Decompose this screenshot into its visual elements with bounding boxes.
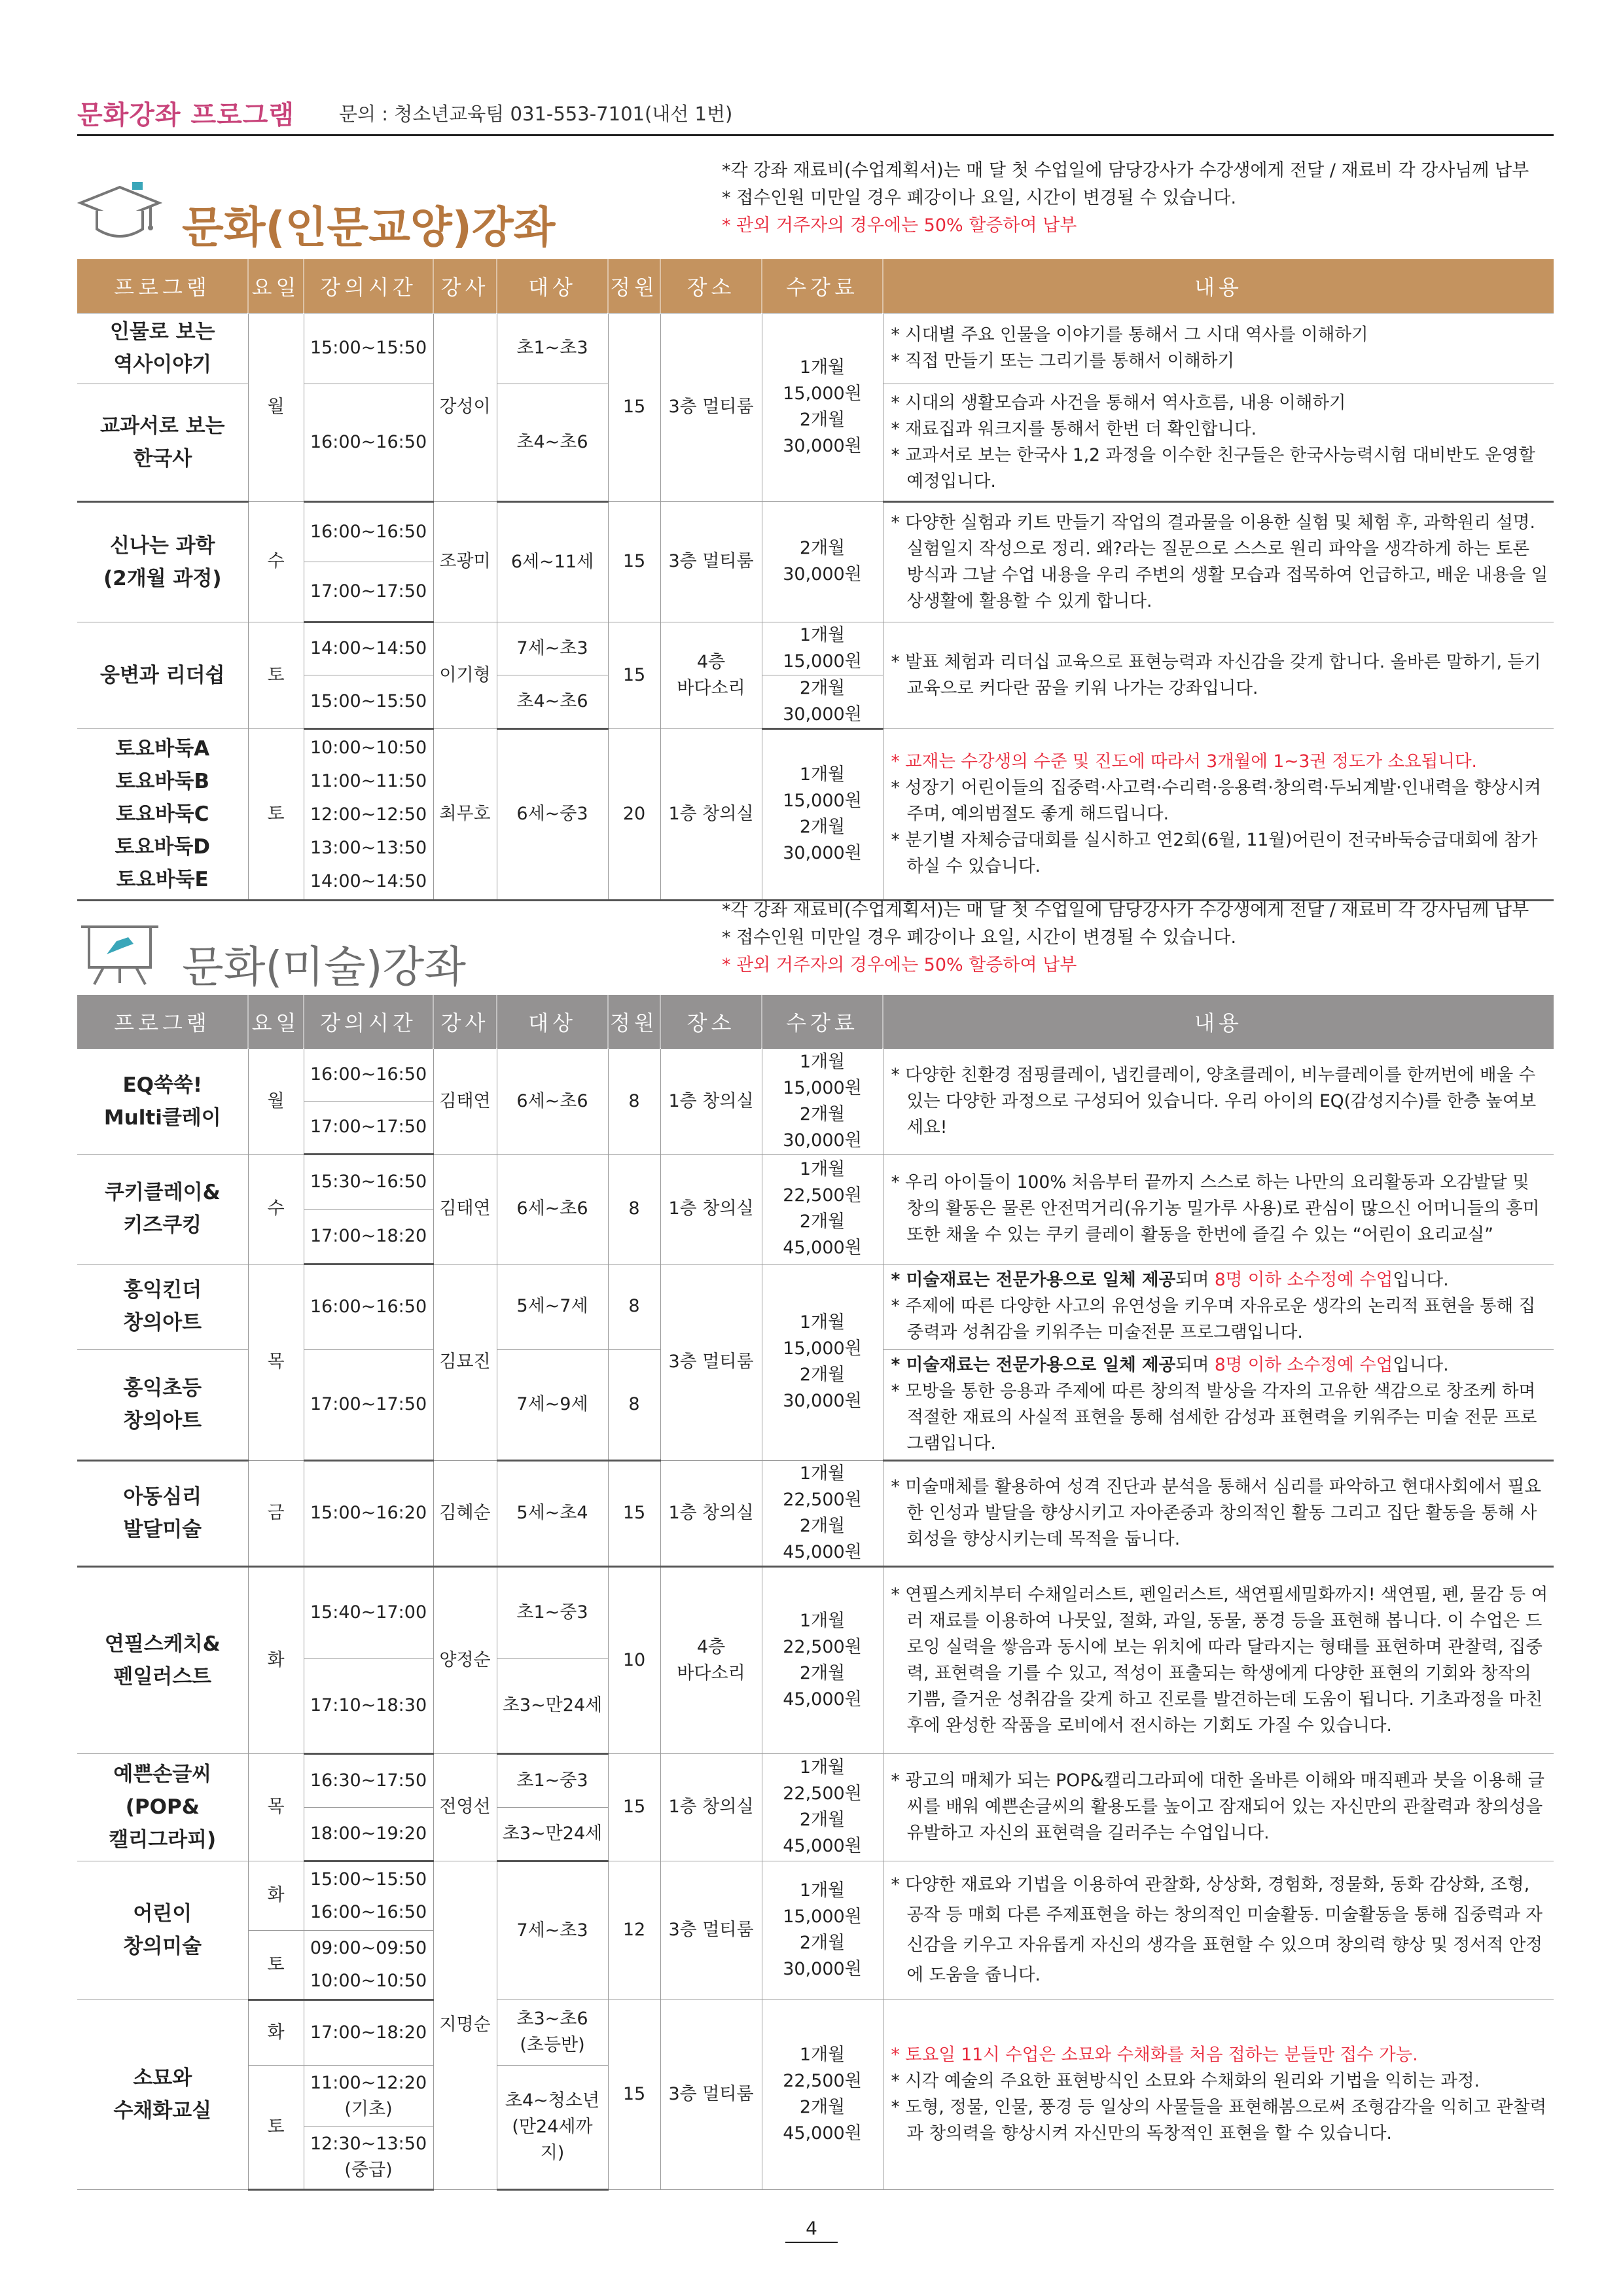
section-title-block (77, 156, 732, 260)
teacher: 지명순 (433, 1861, 497, 2189)
program-name: 예쁜손글씨 (POP& 캘리그라피) (77, 1753, 248, 1861)
target: 6세~중3 (497, 728, 608, 900)
program-name: 신나는 과학 (2개월 과정) (77, 501, 248, 622)
table-row (77, 1049, 1554, 1102)
day: 토 (248, 2065, 304, 2189)
fee: 1개월 22,500원 2개월 45,000원 (762, 2000, 883, 2189)
desc-text: 입니다. (1393, 1354, 1449, 1375)
time: 09:00~09:50 10:00~10:50 (304, 1930, 433, 2000)
fee: 1개월 15,000원 2개월 30,000원 (762, 1861, 883, 2000)
desc-line: * 발표 체험과 리더십 교육으로 표현능력과 자신감을 갖게 합니다. 올바른 말하기, 듣기 교육으로 커다란 꿈을 키워 나가는 강좌입니다. (891, 651, 1541, 698)
description (883, 1049, 1554, 1154)
col-header: 요일 (248, 259, 304, 313)
program-name: 쿠키클레이& 키즈쿠킹 (77, 1154, 248, 1264)
desc-text: 되며 (1175, 1270, 1215, 1290)
time: 17:00~17:50 (304, 1102, 433, 1155)
time: 16:00~16:50 (304, 1264, 433, 1349)
target: 초4~청소년 (만24세까지) (497, 2065, 608, 2189)
fee: 1개월 22,500원 2개월 45,000원 (762, 1753, 883, 1861)
teacher: 이기형 (433, 622, 497, 728)
place: 3층 멀티룸 (660, 1861, 762, 2000)
time: 16:30~17:50 (304, 1753, 433, 1807)
target: 6세~11세 (497, 501, 608, 622)
target: 초3~초6 (초등반) (497, 2000, 608, 2065)
fee: 1개월 15,000원 2개월 30,000원 (762, 728, 883, 900)
capacity: 8 (608, 1049, 660, 1154)
desc-line: * 모방을 통한 응용과 주제에 따른 창의적 발상을 각자의 고유한 색감으로 창조케 하며 적절한 재료의 사실적 표현을 통해 섬세한 감성과 표현력을 키워주는 미술 전문 프로그램입니다. (891, 1380, 1537, 1454)
desc-line: * 도형, 정물, 인물, 풍경 등 일상의 사물들을 표현해봄으로써 조형감각을 익히고 관찰력과 창의력을 향상시켜 자신만의 독창적인 표현을 할 수 있습니다. (891, 2097, 1547, 2144)
section-humanities (77, 156, 1554, 889)
easel-icon (77, 915, 162, 987)
fee: 1개월 22,500원 2개월 45,000원 (762, 1460, 883, 1566)
time: 15:40~17:00 (304, 1566, 433, 1658)
table-row (77, 622, 1554, 675)
desc-line: * 재료집과 워크지를 통해서 한번 더 확인합니다. (891, 418, 1257, 439)
desc-line-highlight: * 교재는 수강생의 수준 및 진도에 따라서 3개월에 1~3권 정도가 소요됩니다. (891, 751, 1477, 772)
time: 17:00~17:50 (304, 562, 433, 622)
table-row (77, 1753, 1554, 1807)
program-name: 토요바둑A 토요바둑B 토요바둑C 토요바둑D 토요바둑E (77, 728, 248, 900)
time: 15:00~15:50 (304, 675, 433, 728)
target: 초4~초6 (497, 384, 608, 501)
col-header: 프로그램 (77, 259, 248, 313)
program-name: 웅변과 리더쉽 (77, 622, 248, 728)
table-row (77, 1566, 1554, 1658)
target: 초1~초3 (497, 313, 608, 384)
notes (722, 897, 1529, 979)
time: 17:00~18:20 (304, 2000, 433, 2065)
desc-highlight: 8명 이하 소수정예 수업 (1214, 1354, 1393, 1375)
program-name: 홍익킨더 창의아트 (77, 1264, 248, 1349)
capacity: 20 (608, 728, 660, 900)
program-name: 소묘와 수채화교실 (77, 2000, 248, 2189)
desc-bold: * 미술재료는 전문가용으로 일체 제공 (891, 1354, 1176, 1375)
note-line: * 접수인원 미만일 경우 폐강이나 요일, 시간이 변경될 수 있습니다. (722, 927, 1237, 948)
teacher: 김태연 (433, 1154, 497, 1264)
col-header: 요일 (248, 995, 304, 1049)
description (883, 1566, 1554, 1753)
table-row (77, 2000, 1554, 2065)
time: 14:00~14:50 (304, 622, 433, 675)
page-number: 4 (785, 2217, 838, 2243)
description (883, 728, 1554, 900)
time: 15:00~16:20 (304, 1460, 433, 1566)
capacity: 8 (608, 1264, 660, 1349)
capacity: 15 (608, 622, 660, 728)
time: 15:00~15:50 (304, 313, 433, 384)
description (883, 1861, 1554, 2000)
fee: 1개월 22,500원 2개월 45,000원 (762, 1566, 883, 1753)
time: 18:00~19:20 (304, 1807, 433, 1861)
teacher: 양정순 (433, 1566, 497, 1753)
place: 1층 창의실 (660, 1460, 762, 1566)
description (883, 2000, 1554, 2189)
place: 1층 창의실 (660, 1154, 762, 1264)
description (883, 313, 1554, 384)
time: 16:00~16:50 (304, 501, 433, 562)
time-pair (304, 2065, 433, 2189)
desc-line: * 연필스케치부터 수채일러스트, 펜일러스트, 색연필세밀화까지! 색연필, 펜, 물감 등 여러 재료를 이용하여 나뭇잎, 절화, 과일, 동물, 풍경 등을 표현해 봅니다. 이 수업은 드로잉 실력을 쌓음과 동시에 보는 위치에 따라 달라지는 형태를 표현하며 관찰력, 집중력, 표현력을 기를 수 있고, 적성이 표출되는 학생에게 다양한 표현의 기회와 창작의 기쁨, 즐거운 성취감을 갖게 하고 진로를 발견하는데 도움이 됩니다. 기초과정을 마친 후에 완성한 작품을 로비에서 전시하는 기회도 가질 수 있습니다. (891, 1584, 1548, 1736)
teacher: 강성이 (433, 313, 497, 501)
desc-text: 되며 (1175, 1354, 1215, 1375)
place: 3층 멀티룸 (660, 313, 762, 501)
note-line: * 접수인원 미만일 경우 폐강이나 요일, 시간이 변경될 수 있습니다. (722, 188, 1237, 208)
teacher: 김묘진 (433, 1264, 497, 1460)
desc-line (891, 1267, 1549, 1293)
col-header: 수강료 (762, 995, 883, 1049)
description (883, 501, 1554, 622)
col-header: 대상 (497, 259, 608, 313)
col-header: 프로그램 (77, 995, 248, 1049)
day: 토 (248, 622, 304, 728)
program-table (77, 259, 1554, 901)
time: 16:00~16:50 (304, 1049, 433, 1102)
col-header: 강의시간 (304, 995, 433, 1049)
desc-line-highlight: * 토요일 11시 수업은 소묘와 수채화를 처음 접하는 분들만 접수 가능. (891, 2045, 1418, 2065)
place: 1층 창의실 (660, 1049, 762, 1154)
target: 초1~중3 (497, 1753, 608, 1807)
desc-line: * 다양한 친환경 점핑클레이, 냅킨클레이, 양초클레이, 비누클레이를 한꺼번에 배울 수 있는 다양한 과정으로 구성되어 있습니다. 우리 아이의 EQ(감성지수)를 한층 높여보세요! (891, 1064, 1537, 1138)
note-line-red: * 관외 거주자의 경우에는 50% 할증하여 납부 (722, 215, 1077, 236)
target: 7세~초3 (497, 622, 608, 675)
col-header: 강사 (433, 995, 497, 1049)
col-header: 내용 (883, 995, 1554, 1049)
fee: 1개월 22,500원 2개월 45,000원 (762, 1154, 883, 1264)
desc-line: * 광고의 매체가 되는 POP&캘리그라피에 대한 올바른 이해와 매직펜과 붓을 이용해 글씨를 배워 예쁜손글씨의 활용도를 높이고 잠재되어 있는 자신만의 관찰력과 창의성을 유발하고 자신의 표현력을 길러주는 수업입니다. (891, 1770, 1545, 1843)
fee: 2개월 30,000원 (762, 501, 883, 622)
place: 4층 바다소리 (660, 622, 762, 728)
fee: 1개월 15,000원 2개월 30,000원 (762, 1049, 883, 1154)
col-header: 수강료 (762, 259, 883, 313)
page-header (77, 92, 1554, 136)
program-name: 어린이 창의미술 (77, 1861, 248, 2000)
target: 7세~초3 (497, 1861, 608, 2000)
section-title: 문화(인문교양)강좌 (182, 202, 556, 253)
target: 초4~초6 (497, 675, 608, 728)
table-header (77, 259, 1554, 313)
time: 12:30~13:50 (중급) (310, 2134, 427, 2180)
section-title: 문화(미술)강좌 (182, 942, 467, 992)
notes (722, 157, 1529, 240)
desc-line: * 분기별 자체승급대회를 실시하고 연2회(6월, 11월)어린이 전국바둑승급대회에 참가하실 수 있습니다. (891, 829, 1538, 876)
day: 수 (248, 501, 304, 622)
program-name: 연필스케치& 펜일러스트 (77, 1566, 248, 1753)
place: 1층 창의실 (660, 728, 762, 900)
capacity: 8 (608, 1154, 660, 1264)
capacity: 15 (608, 2000, 660, 2189)
program-table (77, 995, 1554, 2191)
col-header: 내용 (883, 259, 1554, 313)
day: 화 (248, 1566, 304, 1753)
day: 토 (248, 1930, 304, 2000)
fee: 1개월 15,000원 2개월 30,000원 (762, 313, 883, 501)
day: 금 (248, 1460, 304, 1566)
description (883, 622, 1554, 728)
place: 3층 멀티룸 (660, 1264, 762, 1460)
time: 17:10~18:30 (304, 1658, 433, 1753)
time: 10:00~10:50 11:00~11:50 12:00~12:50 13:00~13:50 14:00~14:50 (304, 728, 433, 900)
program-name: 교과서로 보는 한국사 (77, 384, 248, 501)
day: 화 (248, 2000, 304, 2065)
table-row (77, 1861, 1554, 1930)
capacity: 12 (608, 1861, 660, 2000)
table-row (77, 1460, 1554, 1566)
target: 5세~7세 (497, 1264, 608, 1349)
description (883, 384, 1554, 501)
desc-line: * 직접 만들기 또는 그리기를 통해서 이해하기 (891, 351, 1235, 371)
desc-line: * 시각 예술의 주요한 표현방식인 소묘와 수채화의 원리와 기법을 익히는 과정. (891, 2071, 1480, 2091)
teacher: 김태연 (433, 1049, 497, 1154)
desc-line: * 주제에 따른 다양한 사고의 유연성을 키우며 자유로운 생각의 논리적 표현을 통해 집중력과 성취감을 키워주는 미술전문 프로그램입니다. (891, 1296, 1536, 1342)
fee: 2개월 30,000원 (762, 675, 883, 728)
col-header: 강사 (433, 259, 497, 313)
col-header: 정원 (608, 259, 660, 313)
target: 초1~중3 (497, 1566, 608, 1658)
col-header: 장소 (660, 259, 762, 313)
place: 4층 바다소리 (660, 1566, 762, 1753)
target: 초3~만24세 (497, 1658, 608, 1753)
teacher: 김혜순 (433, 1460, 497, 1566)
day: 화 (248, 1861, 304, 1930)
note-line: *각 강좌 재료비(수업계획서)는 매 달 첫 수업일에 담당강사가 수강생에게 전달 / 재료비 각 강사님께 납부 (722, 160, 1529, 181)
time: 11:00~12:20 (기초) (304, 2066, 433, 2127)
desc-line: * 성장기 어린이들의 집중력·사고력·수리력·응용력·창의력·두뇌계발·인내력을 향상시켜주며, 예의범절도 좋게 해드립니다. (891, 777, 1541, 824)
description (883, 1154, 1554, 1264)
desc-line: * 시대의 생활모습과 사건을 통해서 역사흐름, 내용 이해하기 (891, 392, 1346, 413)
table-row (77, 1264, 1554, 1349)
capacity: 15 (608, 501, 660, 622)
time: 17:00~18:20 (304, 1209, 433, 1264)
target: 6세~초6 (497, 1049, 608, 1154)
section-art (77, 895, 1554, 2204)
description (883, 1264, 1554, 1349)
program-name: 홍익초등 창의아트 (77, 1349, 248, 1460)
table-header (77, 995, 1554, 1049)
day: 월 (248, 1049, 304, 1154)
description (883, 1753, 1554, 1861)
capacity: 15 (608, 1753, 660, 1861)
target: 6세~초6 (497, 1154, 608, 1264)
place: 1층 창의실 (660, 1753, 762, 1861)
time: 17:00~17:50 (304, 1349, 433, 1460)
desc-line: * 다양한 실험과 키트 만들기 작업의 결과물을 이용한 실험 및 체험 후, 과학원리 설명. 실험일지 작성으로 정리. 왜?라는 질문으로 스스로 원리 파악을 생각하게 하는 토론 방식과 그날 수업 내용을 우리 주변의 생활 모습과 접목하여 언급하고, 배운 내용을 일상생활에 활용할 수 있게 합니다. (891, 512, 1548, 611)
day: 토 (248, 728, 304, 900)
teacher: 전영선 (433, 1753, 497, 1861)
desc-line: * 다양한 재료와 기법을 이용하여 관찰화, 상상화, 경험화, 정물화, 동화 감상화, 조형, 공작 등 매회 다른 주제표현을 하는 창의적인 미술활동. 미술활동을 통해 집중력과 자신감을 키우고 자유롭게 자신의 생각을 표현할 수 있으며 창의력 향상 및 정서적 안정에 도움을 줍니다. (891, 1874, 1543, 1985)
graduation-cap-icon (77, 175, 162, 247)
teacher: 최무호 (433, 728, 497, 900)
desc-text: 입니다. (1393, 1270, 1449, 1290)
capacity: 15 (608, 1460, 660, 1566)
table-row (77, 728, 1554, 900)
day: 목 (248, 1753, 304, 1861)
capacity: 10 (608, 1566, 660, 1753)
target: 초3~만24세 (497, 1807, 608, 1861)
table-row (77, 501, 1554, 562)
section-title-block (77, 895, 732, 1000)
day: 월 (248, 313, 304, 501)
program-name: 아동심리 발달미술 (77, 1460, 248, 1566)
desc-bold: * 미술재료는 전문가용으로 일체 제공 (891, 1270, 1176, 1290)
target: 5세~초4 (497, 1460, 608, 1566)
place: 3층 멀티룸 (660, 2000, 762, 2189)
description (883, 1460, 1554, 1566)
desc-line: * 우리 아이들이 100% 처음부터 끝까지 스스로 하는 나만의 요리활동과 오감발달 및 창의 활동은 물론 안전먹거리(유기농 밀가루 사용)로 관심이 많으신 어머니들의 흥미 또한 채울 수 있는 쿠키 클레이 활동을 한번에 즐길 수 있는 “어린이 요리교실” (891, 1172, 1540, 1245)
col-header: 장소 (660, 995, 762, 1049)
col-header: 대상 (497, 995, 608, 1049)
capacity: 15 (608, 313, 660, 501)
program-name: EQ쑥쑥! Multi클레이 (77, 1049, 248, 1154)
desc-line: * 미술매체를 활용하여 성격 진단과 분석을 통해서 심리를 파악하고 현대사회에서 필요한 인성과 발달을 향상시키고 자아존중과 창의적인 활동 그리고 집단 활동을 통해 사회성을 향상시키는데 목적을 둡니다. (891, 1477, 1541, 1549)
day: 수 (248, 1154, 304, 1264)
desc-line (891, 1352, 1549, 1378)
note-line: *각 강좌 재료비(수업계획서)는 매 달 첫 수업일에 담당강사가 수강생에게 전달 / 재료비 각 강사님께 납부 (722, 900, 1529, 920)
time: 16:00~16:50 (304, 384, 433, 501)
place: 3층 멀티룸 (660, 501, 762, 622)
table-row (77, 1154, 1554, 1209)
contact-info: 문의 : 청소년교육팀 031-553-7101(내선 1번) (339, 103, 733, 125)
fee: 1개월 15,000원 (762, 622, 883, 675)
table-row (77, 313, 1554, 384)
desc-line: * 시대별 주요 인물을 이야기를 통해서 그 시대 역사를 이해하기 (891, 325, 1368, 345)
capacity: 8 (608, 1349, 660, 1460)
col-header: 강의시간 (304, 259, 433, 313)
fee: 1개월 15,000원 2개월 30,000원 (762, 1264, 883, 1460)
desc-line: * 교과서로 보는 한국사 1,2 과정을 이수한 친구들은 한국사능력시험 대비반도 운영할 예정입니다. (891, 444, 1535, 492)
teacher: 조광미 (433, 501, 497, 622)
page-title: 문화강좌 프로그램 (77, 100, 295, 130)
time: 15:00~15:50 16:00~16:50 (304, 1861, 433, 1930)
target: 7세~9세 (497, 1349, 608, 1460)
col-header: 정원 (608, 995, 660, 1049)
note-line-red: * 관외 거주자의 경우에는 50% 할증하여 납부 (722, 955, 1077, 975)
desc-highlight: 8명 이하 소수정예 수업 (1214, 1270, 1393, 1290)
time: 15:30~16:50 (304, 1154, 433, 1209)
description (883, 1349, 1554, 1460)
day: 목 (248, 1264, 304, 1460)
program-name: 인물로 보는 역사이야기 (77, 313, 248, 384)
